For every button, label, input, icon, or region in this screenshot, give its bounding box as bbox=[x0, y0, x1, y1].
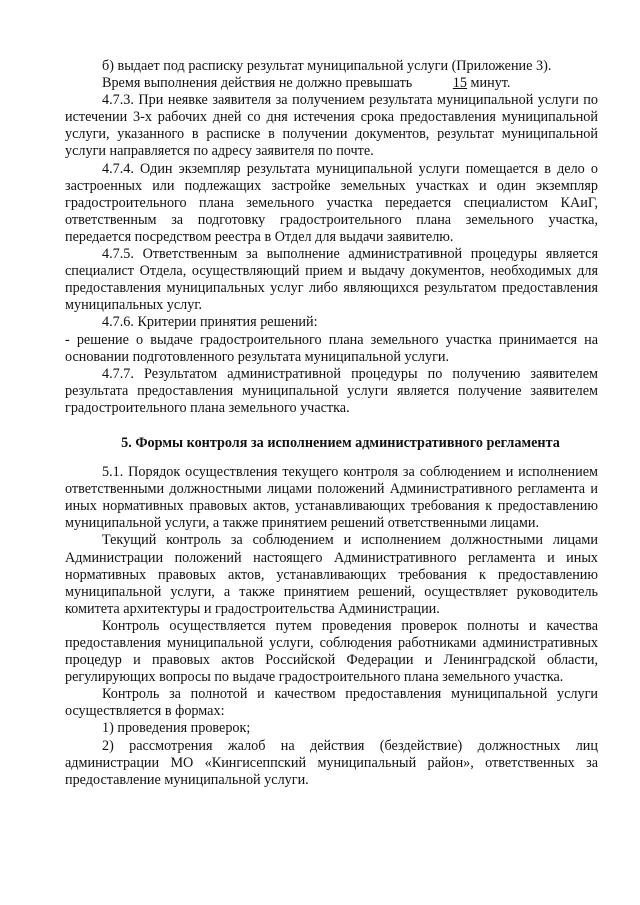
paragraph-4-7-6-criterion: - решение о выдаче градостроительного плана земельного участка принимается на основании подготовленного результата муниципальной услуги. bbox=[65, 331, 598, 365]
paragraph-4-7-5: 4.7.5. Ответственным за выполнение административной процедуры является специалист Отдела, осуществляющий прием и выдачу документов, необходимых для предоставления муниципальных услуг либо являющихся результатом предоставления муниципальных услуг. bbox=[65, 246, 598, 314]
paragraph-current-control: Текущий контроль за соблюдением и исполнением должностными лицами Администрации положений настоящего Административного регламента и иных нормативных правовых актов, устанавливающих требования к предоставлению муниципальной услуги, а также принятием решений, осуществляет руководитель комитета архитектуры и градостроительства Администрации. bbox=[65, 532, 598, 617]
time-limit-value: 15 bbox=[452, 75, 467, 92]
paragraph-5-1: 5.1. Порядок осуществления текущего контроля за соблюдением и исполнением ответственными должностными лицами положений Административного регламента и иных нормативных правовых актов, устанавливающих требования к предоставлению муниципальной услуги, а также принятием решений ответственными лицами. bbox=[65, 464, 598, 532]
time-limit-suffix: минут. bbox=[470, 75, 511, 92]
time-limit-prefix: Время выполнения действия не должно превышать bbox=[102, 75, 413, 92]
paragraph-issue-receipt: б) выдает под расписку результат муниципальной услуги (Приложение 3). bbox=[102, 58, 552, 74]
paragraph-control-method: Контроль осуществляется путем проведения проверок полноты и качества предоставления муниципальной услуги, соблюдения работниками административных процедур и правовых актов Российской Федерации и Ленинградской области, регулирующих вопросы по выдаче градостроительного плана земельного участка. bbox=[65, 617, 598, 686]
document-body bbox=[65, 58, 598, 789]
paragraph-4-7-3: 4.7.3. При неявке заявителя за получением результата муниципальной услуги по истечении 3-х рабочих дней со дня истечения срока предоставления муниципальной услуги, указанного в расписке в получении документов, результат муниципальной услуги направляется по адресу заявителя по почте. bbox=[65, 92, 598, 160]
list-item-complaints: 2) рассмотрения жалоб на действия (бездействие) должностных лиц администрации МО «Кингисеппский муниципальный район», ответственных за предоставление муниципальной услуги. bbox=[65, 737, 598, 788]
paragraph-4-7-4: 4.7.4. Один экземпляр результата муниципальной услуги помещается в дело о застроенных или подлежащих застройке земельных участках и один экземпляр градостроительного плана земельного участка передается специалистом КАиГ, ответственным за подготовку градостроительного плана земельного участка, передается посредством реестра в Отдел для выдачи заявителю. bbox=[65, 160, 598, 245]
paragraph-4-7-6: 4.7.6. Критерии принятия решений: bbox=[102, 314, 318, 331]
paragraph-time-limit bbox=[65, 75, 598, 92]
paragraph-control-forms: Контроль за полнотой и качеством предоставления муниципальной услуги осуществляется в формах: bbox=[65, 686, 598, 720]
paragraph-4-7-7: 4.7.7. Результатом административной процедуры по получению заявителем результата предоставления муниципальной услуги является получение заявителем градостроительного плана земельного участка. bbox=[65, 365, 598, 416]
section-5-title: 5. Формы контроля за исполнением административного регламента bbox=[121, 434, 560, 451]
list-item-inspections: 1) проведения проверок; bbox=[102, 720, 251, 737]
